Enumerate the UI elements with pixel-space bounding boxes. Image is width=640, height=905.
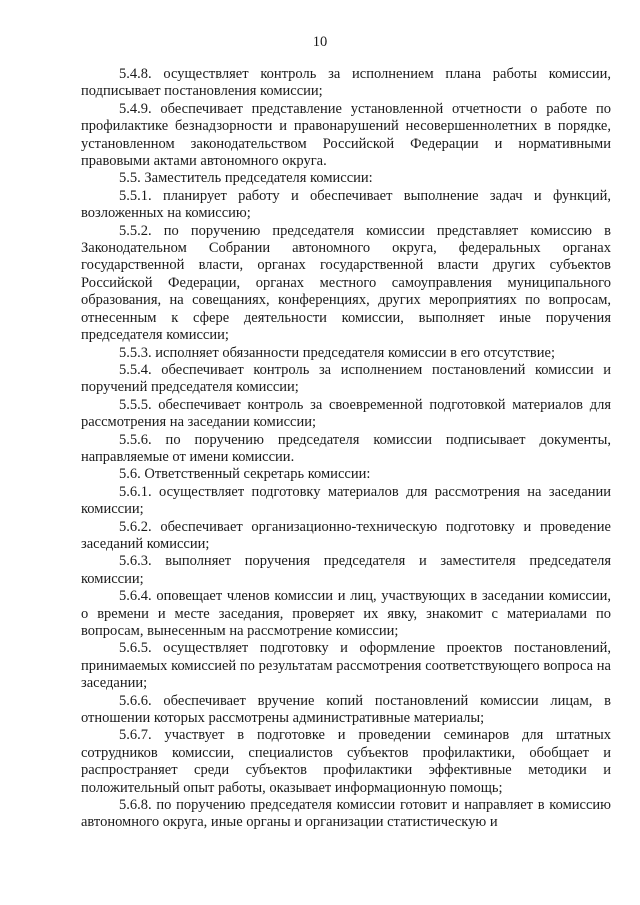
- paragraph-5-6-3: 5.6.3. выполняет поручения председателя и заместителя председателя комиссии;: [81, 553, 611, 587]
- paragraph-5-6-1: 5.6.1. осуществляет подготовку материалов для рассмотрения на заседании комиссии;: [81, 483, 611, 518]
- document-body: [81, 66, 611, 832]
- paragraph-5-5-6: 5.5.6. по поручению председателя комиссии подписывает документы, направляемые от имени комиссии.: [81, 431, 611, 465]
- paragraph-5-5-5: 5.5.5. обеспечивает контроль за своевременной подготовкой материалов для рассмотрения на заседании комиссии;: [81, 396, 611, 431]
- page-number: 10: [312, 34, 328, 50]
- paragraph-5-6-2: 5.6.2. обеспечивает организационно-техническую подготовку и проведение заседаний комиссии;: [81, 518, 611, 552]
- paragraph-5-6-7: 5.6.7. участвует в подготовке и проведении семинаров для штатных сотрудников комиссии, специалистов субъектов профилактики, обобщает и распространяет среди субъектов профилактики эффективные методики и положительный опыт работы, оказывает информационную помощь;: [81, 727, 611, 796]
- paragraph-5-5-2: 5.5.2. по поручению председателя комиссии представляет комиссию в Законодательном Собрании автономного округа, федеральных органах государственной власти, органах государственной власти других субъектов Российской Федерации, органах местного самоуправления муниципального образования, на совещаниях, конференциях, других мероприятиях по вопросам, отнесенным к сфере деятельности комиссии, выполняет иные поручения председателя комиссии;: [81, 222, 611, 344]
- paragraph-5-5-1: 5.5.1. планирует работу и обеспечивает выполнение задач и функций, возложенных на комиссию;: [81, 187, 611, 222]
- paragraph-5-5-3: 5.5.3. исполняет обязанности председателя комиссии в его отсутствие;: [119, 344, 555, 361]
- section-heading-5-5: 5.5. Заместитель председателя комиссии:: [119, 170, 373, 187]
- paragraph-5-6-8: 5.6.8. по поручению председателя комиссии готовит и направляет в комиссию автономного округа, иные органы и организации статистическую и: [81, 797, 611, 831]
- paragraph-5-6-4: 5.6.4. оповещает членов комиссии и лиц, участвующих в заседании комиссии, о времени и месте заседания, проверяет их явку, знакомит с материалами по вопросам, вынесенным на рассмотрение комиссии;: [81, 588, 611, 639]
- paragraph-5-4-9: 5.4.9. обеспечивает представление установленной отчетности о работе по профилактике безнадзорности и правонарушений несовершеннолетних в порядке, установленном законодательством Российской Федерации и нормативными правовыми актами автономного округа.: [81, 100, 611, 170]
- paragraph-5-6-5: 5.6.5. осуществляет подготовку и оформление проектов постановлений, принимаемых комиссией по результатам рассмотрения соответствующего вопроса на заседании;: [81, 640, 611, 692]
- paragraph-5-5-4: 5.5.4. обеспечивает контроль за исполнением постановлений комиссии и поручений председателя комиссии;: [81, 361, 611, 396]
- section-heading-5-6: 5.6. Ответственный секретарь комиссии:: [119, 466, 371, 483]
- paragraph-5-4-8: 5.4.8. осуществляет контроль за исполнением плана работы комиссии, подписывает постановления комиссии;: [81, 66, 611, 100]
- paragraph-5-6-6: 5.6.6. обеспечивает вручение копий постановлений комиссии лицам, в отношении которых рассмотрены административные материалы;: [81, 692, 611, 727]
